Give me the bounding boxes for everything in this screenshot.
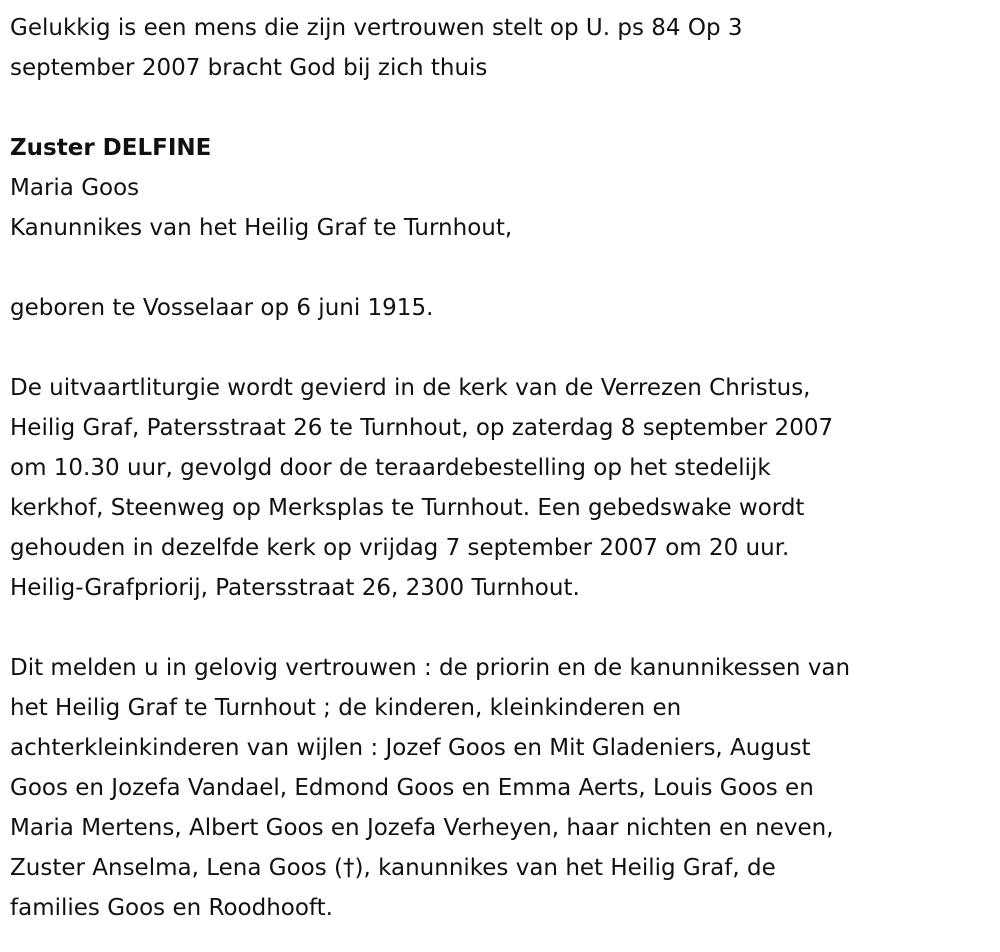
liturgy-line: om 10.30 uur, gevolgd door de teraardebestelling op het stedelijk [10, 455, 771, 481]
birth-info: geboren te Vosselaar op 6 juni 1915. [10, 295, 434, 321]
deceased-birth-name: Maria Goos [10, 175, 140, 201]
spacer [10, 88, 990, 128]
announcers-line: Maria Mertens, Albert Goos en Jozefa Verheyen, haar nichten en neven, [10, 815, 834, 841]
spacer [10, 248, 990, 288]
announcers-line: Zuster Anselma, Lena Goos (†), kanunnikes van het Heilig Graf, de [10, 855, 776, 881]
liturgy-line: gehouden in dezelfde kerk op vrijdag 7 september 2007 om 20 uur. [10, 535, 790, 561]
liturgy-line: Heilig Graf, Patersstraat 26 te Turnhout, op zaterdag 8 september 2007 [10, 415, 834, 441]
liturgy-line: Heilig-Grafpriorij, Patersstraat 26, 2300 Turnhout. [10, 575, 580, 601]
intro-verse [10, 8, 990, 88]
spacer [10, 608, 990, 648]
intro-line: Gelukkig is een mens die zijn vertrouwen stelt op U. ps 84 Op 3 [10, 15, 743, 41]
liturgy-paragraph [10, 368, 990, 608]
spacer [10, 328, 990, 368]
deceased-order: Kanunnikes van het Heilig Graf te Turnhout, [10, 215, 513, 241]
deceased-title-name: Zuster DELFINE [10, 135, 212, 161]
announcers-line: families Goos en Roodhooft. [10, 895, 333, 921]
announcers-line: achterkleinkinderen van wijlen : Jozef Goos en Mit Gladeniers, August [10, 735, 811, 761]
announcers-line: Goos en Jozefa Vandael, Edmond Goos en Emma Aerts, Louis Goos en [10, 775, 814, 801]
liturgy-line: De uitvaartliturgie wordt gevierd in de kerk van de Verrezen Christus, [10, 375, 811, 401]
liturgy-line: kerkhof, Steenweg op Merksplas te Turnhout. Een gebedswake wordt [10, 495, 805, 521]
announcers-line: Dit melden u in gelovig vertrouwen : de priorin en de kanunnikessen van [10, 655, 851, 681]
intro-line: september 2007 bracht God bij zich thuis [10, 55, 488, 81]
announcers-line: het Heilig Graf te Turnhout ; de kinderen, kleinkinderen en [10, 695, 682, 721]
announcers-paragraph [10, 648, 990, 928]
